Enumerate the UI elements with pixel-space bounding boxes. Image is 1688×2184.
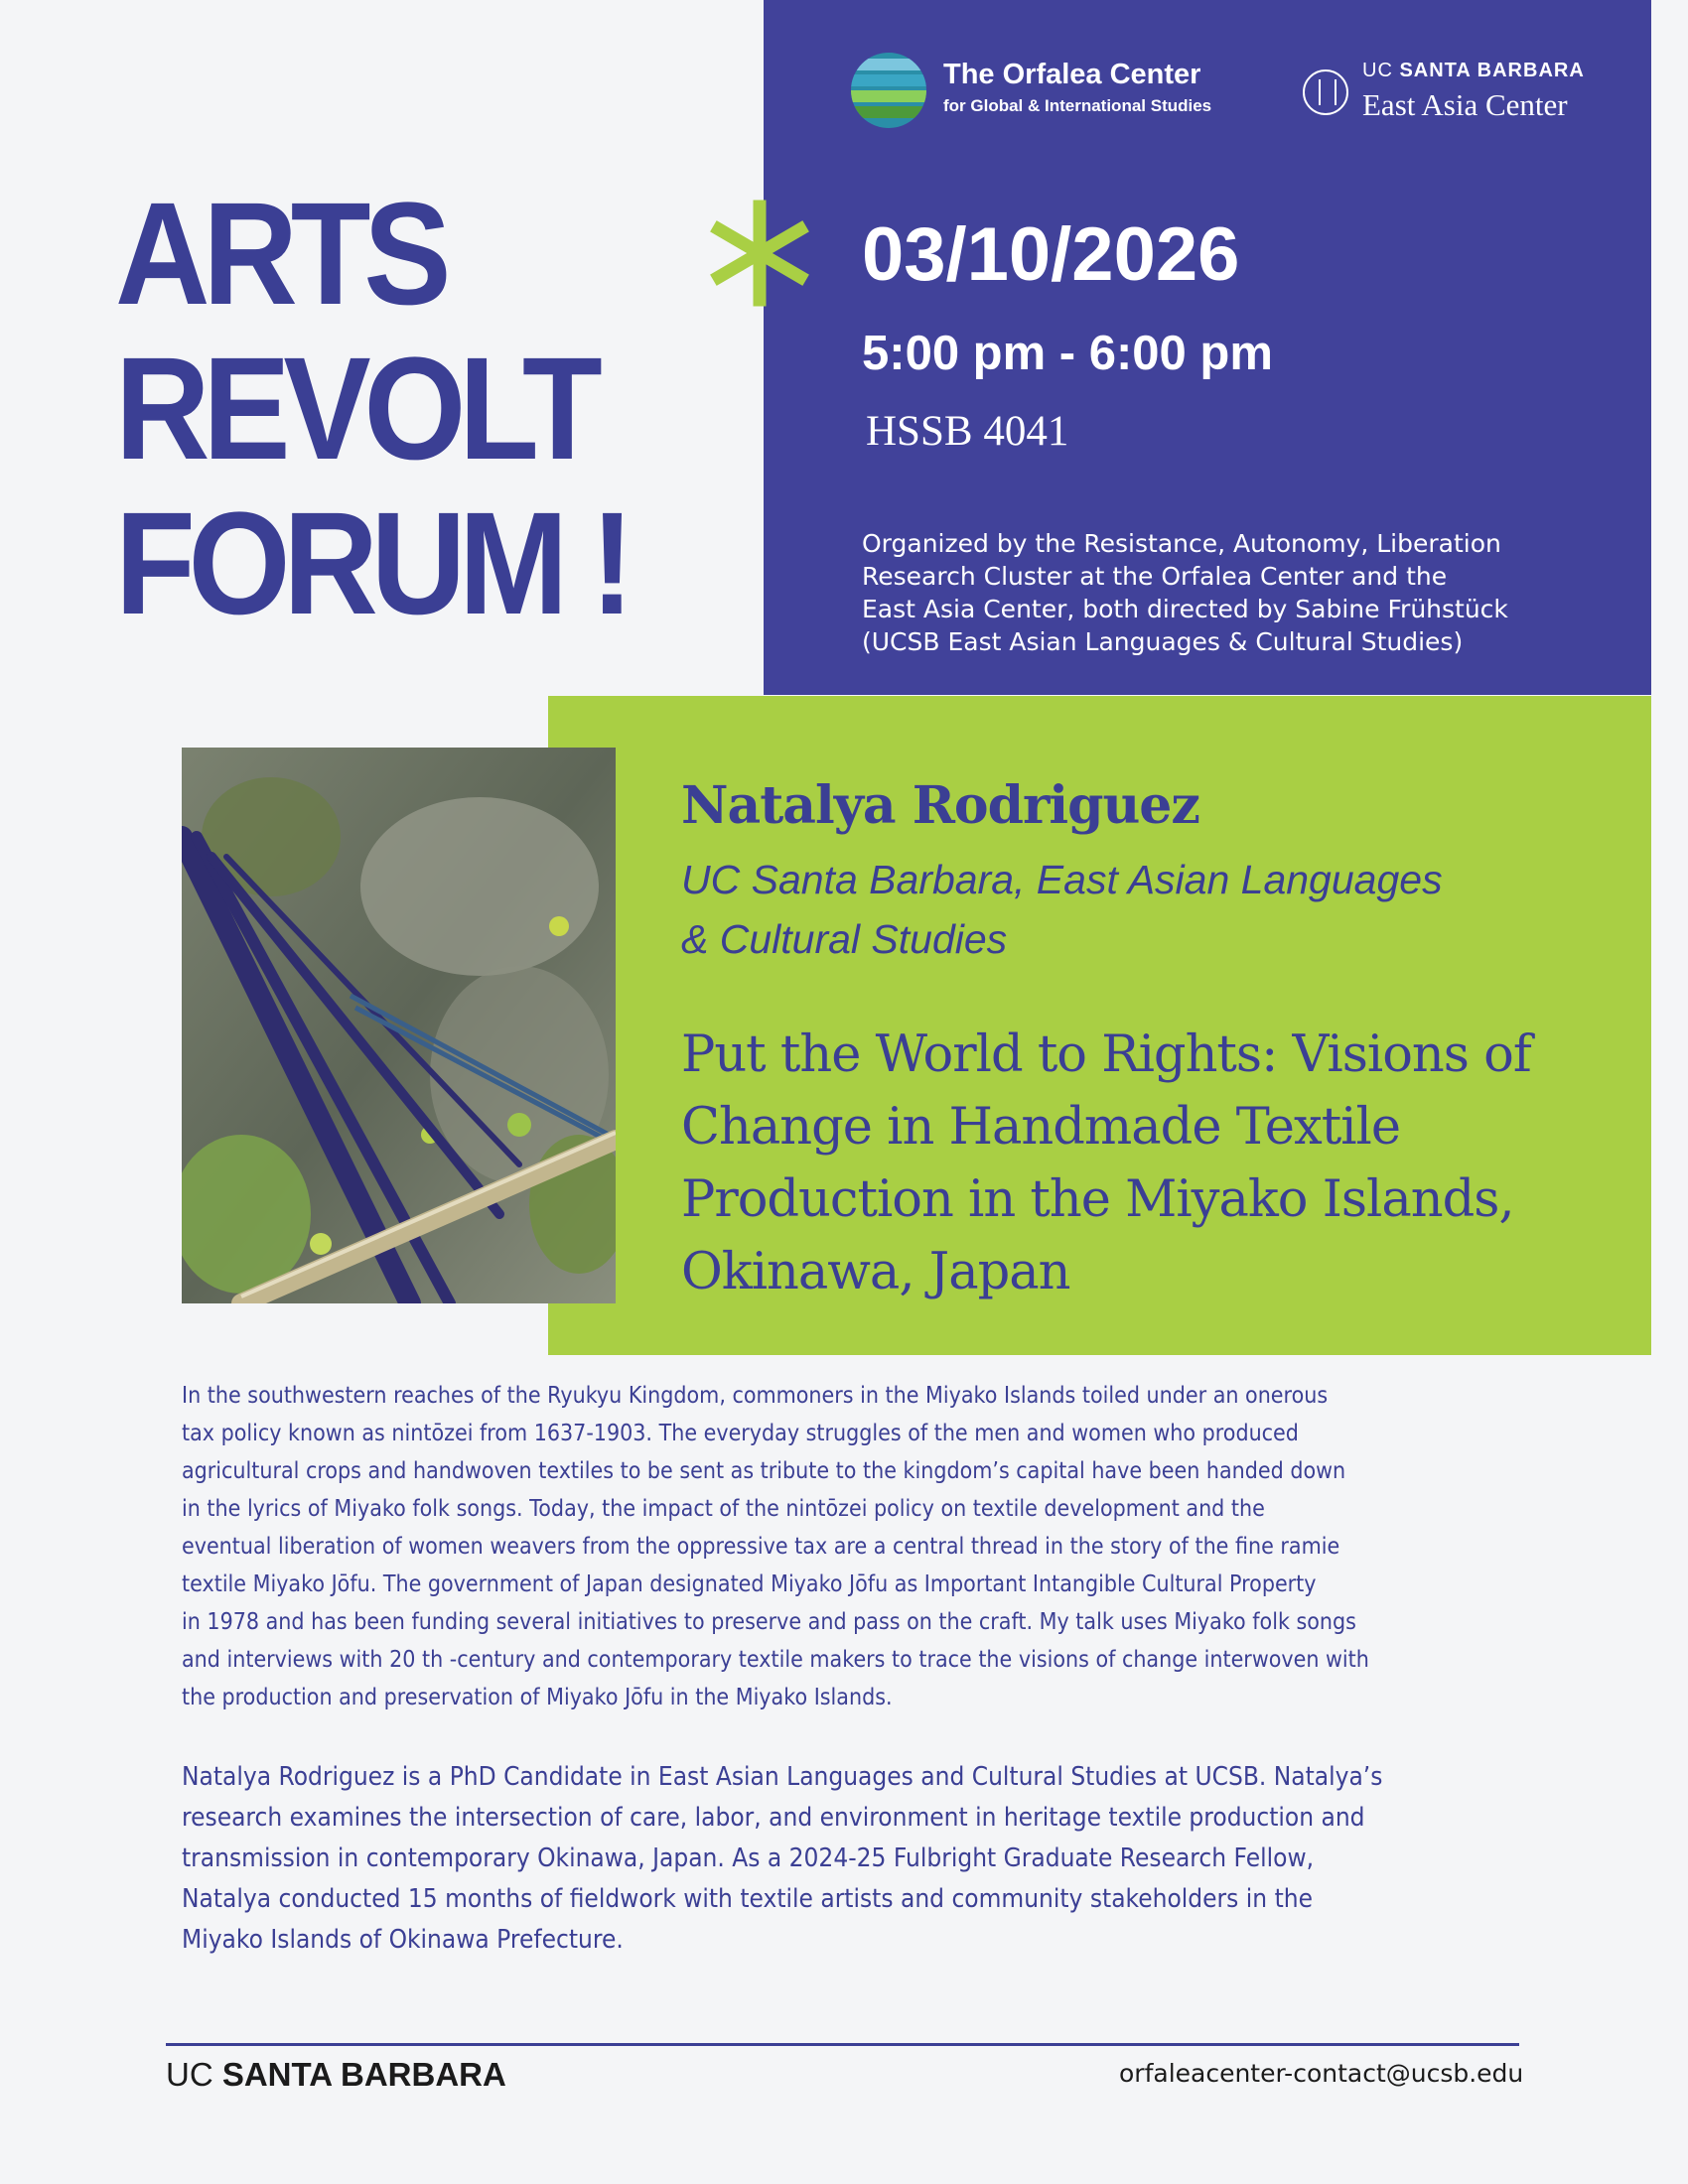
footer-ucsb-wordmark	[166, 2056, 506, 2094]
footer-brand-prefix: UC	[166, 2056, 213, 2093]
textile-photo	[182, 748, 616, 1303]
ucsb-wordmark	[1362, 60, 1585, 82]
orfalea-subtitle: for Global & International Studies	[943, 96, 1212, 115]
event-room: HSSB 4041	[866, 408, 1069, 455]
abstract-line: agricultural crops and handwoven textiles to be sent as tribute to the kingdom’s capital have been handed down	[182, 1456, 1346, 1484]
bio-line: Natalya conducted 15 months of fieldwork with textile artists and community stakeholders in the	[182, 1884, 1313, 1914]
affiliation-line: UC Santa Barbara, East Asian Languages	[681, 857, 1443, 902]
title-line-1: ARTS	[115, 173, 445, 336]
ucsb-prefix: UC	[1362, 60, 1393, 81]
footer-divider	[166, 2043, 1519, 2046]
bio-paragraph	[182, 1757, 1592, 1961]
east-asia-center-seal-icon	[1303, 69, 1348, 115]
abstract-line: in the lyrics of Miyako folk songs. Today, the impact of the nintōzei policy on textile development and the	[182, 1494, 1265, 1522]
orfalea-name: The Orfalea Center	[943, 59, 1201, 90]
bio-line: transmission in contemporary Okinawa, Japan. As a 2024-25 Fulbright Graduate Research Fellow,	[182, 1843, 1315, 1873]
organizer-note	[862, 527, 1597, 658]
speaker-affiliation	[681, 850, 1595, 969]
talk-title-line: Change in Handmade Textile	[681, 1098, 1401, 1157]
east-asia-center-name: East Asia Center	[1362, 87, 1568, 122]
abstract-line: the production and preservation of Miyako Jōfu in the Miyako Islands.	[182, 1683, 893, 1710]
contact-email[interactable]: orfaleacenter-contact@ucsb.edu	[1119, 2059, 1524, 2088]
abstract-line: in 1978 and has been funding several initiatives to preserve and pass on the craft. My talk uses Miyako folk songs	[182, 1607, 1356, 1635]
orfalea-logo	[851, 53, 926, 128]
organizer-line: Research Cluster at the Orfalea Center and the	[862, 562, 1448, 591]
bio-line: Miyako Islands of Okinawa Prefecture.	[182, 1925, 624, 1955]
organizer-line: East Asia Center, both directed by Sabine Frühstück	[862, 595, 1508, 623]
organizer-line: (UCSB East Asian Languages & Cultural Studies)	[862, 627, 1464, 656]
page-title	[115, 173, 711, 645]
talk-title	[681, 1019, 1634, 1308]
bio-line: research examines the intersection of care, labor, and environment in heritage textile production and	[182, 1803, 1365, 1833]
title-line-3: FORUM !	[115, 482, 628, 645]
affiliation-line: & Cultural Studies	[681, 916, 1008, 962]
speaker-name: Natalya Rodriguez	[681, 775, 1199, 836]
bio-line: Natalya Rodriguez is a PhD Candidate in East Asian Languages and Cultural Studies at UCSB. Natalya’s	[182, 1762, 1383, 1792]
asterisk-icon	[705, 199, 814, 308]
abstract-line: and interviews with 20 th -century and contemporary textile makers to trace the visions of change interwoven with	[182, 1645, 1369, 1673]
talk-title-line: Put the World to Rights: Visions of	[681, 1025, 1531, 1084]
abstract-paragraph	[182, 1376, 1592, 1715]
ucsb-bold: SANTA BARBARA	[1399, 60, 1585, 81]
abstract-line: In the southwestern reaches of the Ryukyu Kingdom, commoners in the Miyako Islands toiled under an onerous	[182, 1381, 1329, 1409]
talk-title-line: Production in the Miyako Islands,	[681, 1170, 1514, 1229]
title-line-2: REVOLT	[115, 328, 596, 490]
event-time: 5:00 pm - 6:00 pm	[862, 327, 1273, 380]
talk-title-line: Okinawa, Japan	[681, 1243, 1070, 1301]
abstract-line: textile Miyako Jōfu. The government of Japan designated Miyako Jōfu as Important Intangible Cultural Property	[182, 1570, 1317, 1597]
event-date: 03/10/2026	[862, 212, 1240, 297]
abstract-line: tax policy known as nintōzei from 1637-1903. The everyday struggles of the men and women who produced	[182, 1419, 1299, 1446]
abstract-line: eventual liberation of women weavers from the oppressive tax are a central thread in the story of the fine ramie	[182, 1532, 1340, 1560]
footer-brand-bold: SANTA BARBARA	[221, 2056, 506, 2093]
organizer-line: Organized by the Resistance, Autonomy, Liberation	[862, 529, 1501, 558]
